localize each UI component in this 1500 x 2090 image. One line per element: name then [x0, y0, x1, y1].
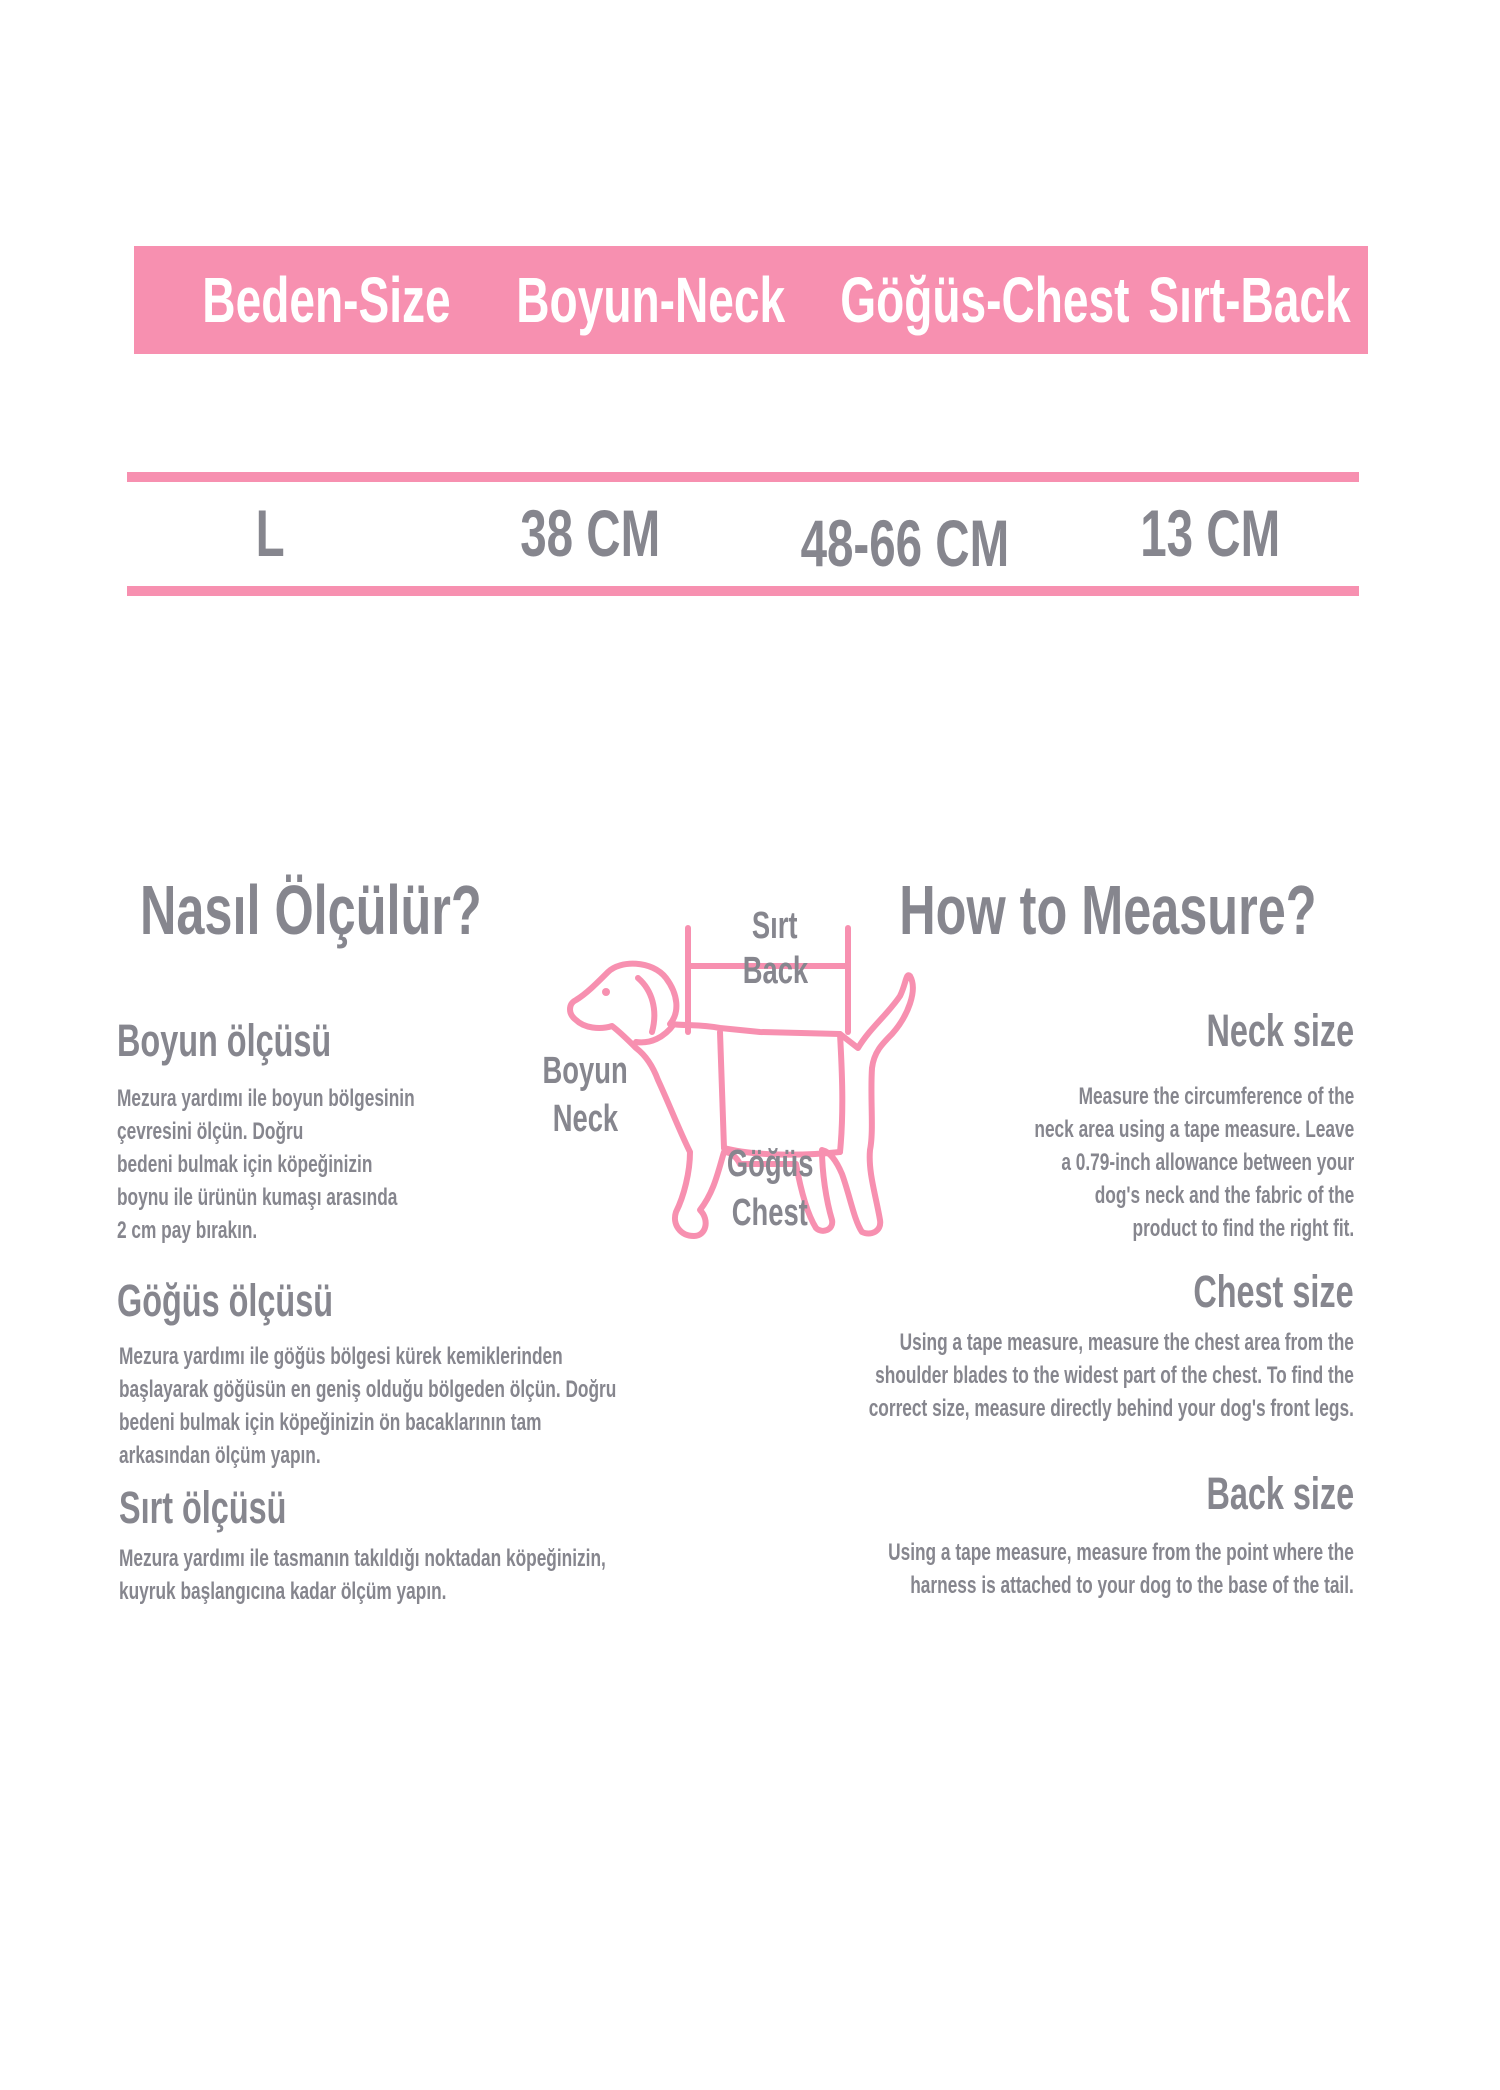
- back-title-en: Back size: [1206, 1468, 1354, 1519]
- diagram-neck-tr: Boyun: [542, 1050, 628, 1092]
- value-back: 13 CM: [1140, 496, 1280, 570]
- chest-title-tr: Göğüs ölçüsü: [117, 1275, 334, 1326]
- neck-text-tr: Mezura yardımı ile boyun bölgesinin çevresini ölçün. Doğru bedeni bulmak için köpeğinizin boynu ile ürünün kumaşı arasında 2 cm pay bırakın.: [117, 1085, 415, 1244]
- back-title-tr: Sırt ölçüsü: [119, 1482, 287, 1533]
- chest-text-en: Using a tape measure, measure the chest area from the shoulder blades to the widest part of the chest. To find the correct size, measure directly behind your dog's front legs.: [868, 1329, 1354, 1422]
- neck-text-en: Measure the circumference of the neck area using a tape measure. Leave a 0.79-inch allowance between your dog's neck and the fabric of the product to find the right fit.: [1034, 1083, 1354, 1242]
- title-tr: Nasıl Ölçülür?: [140, 871, 482, 949]
- neck-title-en: Neck size: [1206, 1005, 1354, 1056]
- chest-text-tr: Mezura yardımı ile göğüs bölgesi kürek kemiklerinden başlayarak göğüsün en geniş olduğu bölgeden ölçün. Doğru bedeni bulmak için köpeğinizin ön bacaklarının tam arkasından ölçüm yapın.: [119, 1343, 617, 1469]
- diagram-back-en: Back: [742, 950, 808, 992]
- value-chest: 48-66 CM: [800, 506, 1010, 580]
- diagram-neck-en: Neck: [552, 1098, 618, 1140]
- table-top-rule: [127, 472, 1359, 482]
- header-neck: Boyun-Neck: [516, 264, 786, 336]
- neck-title-tr: Boyun ölçüsü: [117, 1015, 332, 1066]
- value-size: L: [255, 496, 285, 570]
- diagram-chest-en: Chest: [731, 1192, 809, 1234]
- back-text-en: Using a tape measure, measure from the point where the harness is attached to your dog to the base of the tail.: [888, 1539, 1354, 1599]
- header-back: Sırt-Back: [1148, 264, 1351, 336]
- header-size: Beden-Size: [202, 264, 451, 336]
- title-en: How to Measure?: [899, 871, 1317, 949]
- back-text-tr: Mezura yardımı ile tasmanın takıldığı noktadan köpeğinizin, kuyruk başlangıcına kadar ölçüm yapın.: [119, 1545, 606, 1605]
- diagram-chest-tr: Göğüs: [726, 1143, 814, 1185]
- table-bottom-rule: [127, 586, 1359, 596]
- value-neck: 38 CM: [520, 496, 660, 570]
- chest-title-en: Chest size: [1193, 1266, 1354, 1317]
- diagram-back-tr: Sırt: [752, 905, 798, 947]
- header-chest: Göğüs-Chest: [840, 264, 1130, 336]
- size-table-header: [134, 246, 1368, 354]
